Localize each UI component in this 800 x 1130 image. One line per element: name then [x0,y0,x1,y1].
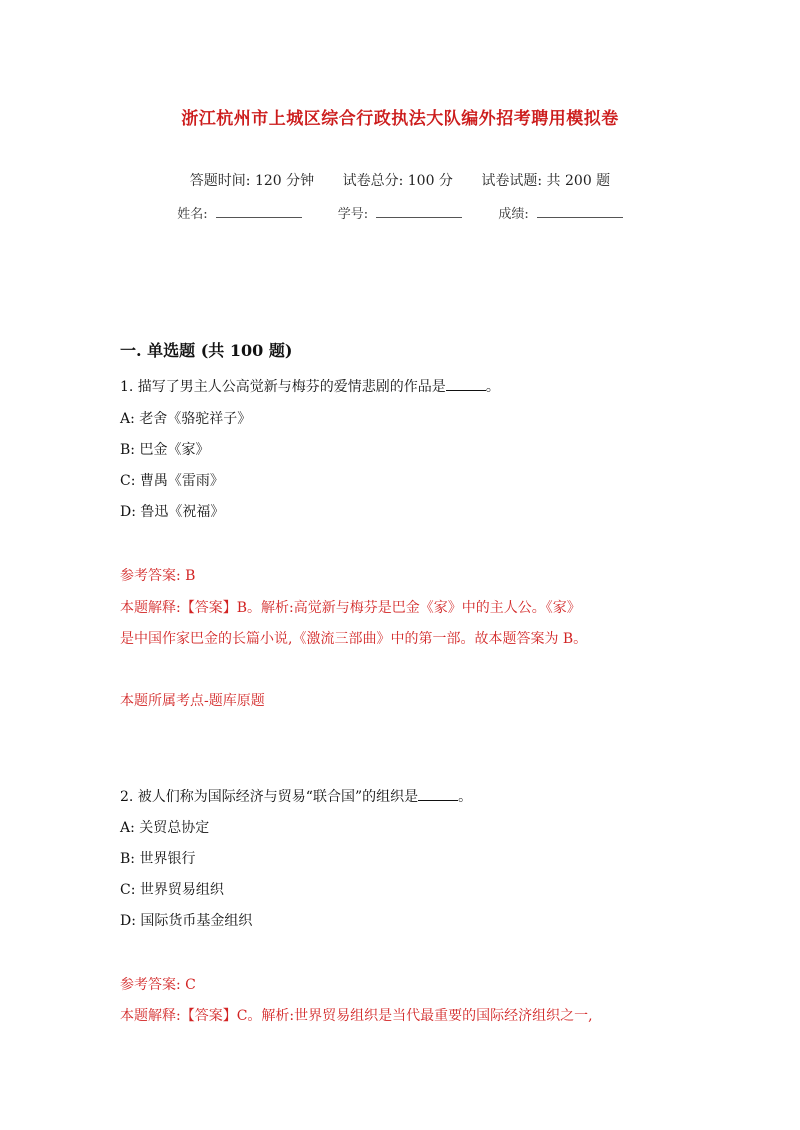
exam-meta-row [0,170,800,190]
question-stem-text: 1. 描写了男主人公高觉新与梅芬的爱情悲剧的作品是 [120,379,446,395]
question-option-d: D: 鲁迅《祝福》 [120,504,225,520]
section-title: 一. 单选题 (共 100 题) [120,341,293,360]
student-info-row [0,203,800,222]
explanation-line: 是中国作家巴金的长篇小说,《激流三部曲》中的第一部。故本题答案为 B。 [120,631,588,647]
reference-answer: 参考答案: B [120,568,196,584]
name-label: 姓名: [177,207,208,222]
name-blank [216,205,302,218]
answer-blank [446,379,486,391]
exam-total-score: 试卷总分: 100 分 [342,173,453,189]
exam-time: 答题时间: 120 分钟 [189,173,315,189]
reference-answer: 参考答案: C [120,977,196,993]
score-field [498,203,622,222]
score-blank [537,205,623,218]
question-option-d: D: 国际货币基金组织 [120,913,253,929]
explanation-line: 本题解释:【答案】C。解析:世界贸易组织是当代最重要的国际经济组织之一, [120,1008,593,1024]
score-label: 成绩: [498,207,529,222]
question-option-b: B: 世界银行 [120,851,196,867]
answer-blank [418,789,458,801]
exam-question-count: 试卷试题: 共 200 题 [481,173,611,189]
id-field [338,203,462,222]
question-stem [120,786,472,806]
question-option-b: B: 巴金《家》 [120,442,210,458]
question-stem-end: 。 [458,789,473,805]
question-stem [120,376,500,396]
exam-title: 浙江杭州市上城区综合行政执法大队编外招考聘用模拟卷 [181,109,619,129]
question-option-a: A: 老舍《骆驼祥子》 [120,411,252,427]
question-option-c: C: 曹禺《雷雨》 [120,473,224,489]
explanation-line: 本题解释:【答案】B。解析:高觉新与梅芬是巴金《家》中的主人公。《家》 [120,600,581,616]
name-field [177,203,301,222]
question-option-c: C: 世界贸易组织 [120,882,224,898]
id-blank [376,205,462,218]
knowledge-point: 本题所属考点-题库原题 [120,693,265,709]
question-stem-end: 。 [485,379,500,395]
question-stem-text: 2. 被人们称为国际经济与贸易“联合国”的组织是 [120,789,419,805]
question-option-a: A: 关贸总协定 [120,820,210,836]
id-label: 学号: [337,207,369,222]
